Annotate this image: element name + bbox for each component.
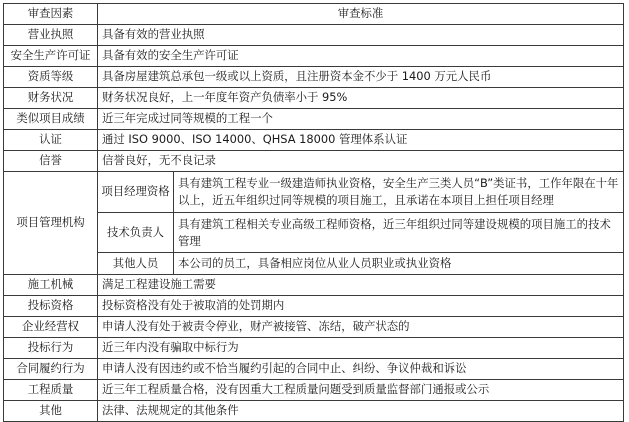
role-cell: 其他人员 [98, 253, 174, 275]
table-header-row [4, 4, 624, 25]
standard-cell: 财务状况良好，上一年度年资产负债率小于 95% [98, 88, 624, 109]
factor-cell: 财务状况 [4, 88, 98, 109]
table-row [4, 275, 624, 296]
role-cell: 技术负责人 [98, 213, 174, 253]
standard-cell: 近三年工程质量合格，没有因重大工程质量问题受到质量监督部门通报或公示 [98, 380, 624, 401]
standard-cell: 通过 ISO 9000、ISO 14000、QHSA 18000 管理体系认证 [98, 130, 624, 151]
table-row [4, 130, 624, 151]
table-row [4, 380, 624, 401]
factor-cell: 企业经营权 [4, 317, 98, 338]
table-row [4, 25, 624, 46]
standard-cell: 近三年内没有骗取中标行为 [98, 338, 624, 359]
factor-cell: 类似项目成绩 [4, 109, 98, 130]
standard-cell: 具备有效的安全生产许可证 [98, 46, 624, 67]
factor-cell: 其他 [4, 401, 98, 422]
factor-cell-project-org: 项目管理机构 [4, 172, 98, 275]
table-row [4, 88, 624, 109]
table-row [4, 46, 624, 67]
factor-cell: 投标行为 [4, 338, 98, 359]
standard-cell: 法律、法规规定的其他条件 [98, 401, 624, 422]
table-row [4, 317, 624, 338]
header-standard: 审查标准 [98, 4, 624, 25]
standard-cell: 具有建筑工程专业一级建造师执业资格，安全生产三类人员“B”类证书，工作年限在十年以上，近五年组织过同等规模的项目施工，且承诺在本项目上担任项目经理 [174, 172, 624, 213]
table-row-project-manager [4, 172, 624, 213]
table-row [4, 338, 624, 359]
standard-cell: 具备有效的营业执照 [98, 25, 624, 46]
standard-cell: 本公司的员工，具备相应岗位从业人员职业或执业资格 [174, 253, 624, 275]
table-row [4, 296, 624, 317]
header-factor: 审查因素 [4, 4, 98, 25]
standard-cell: 申请人没有因违约或不恰当履约引起的合同中止、纠纷、争议仲裁和诉讼 [98, 359, 624, 380]
role-cell: 项目经理资格 [98, 172, 174, 213]
review-criteria-table [3, 3, 624, 422]
table-row [4, 151, 624, 172]
standard-cell: 信誉良好，无不良记录 [98, 151, 624, 172]
table-row [4, 401, 624, 422]
standard-cell: 具有建筑工程相关专业高级工程师资格，近三年组织过同等建设规模的项目施工的技术管理 [174, 213, 624, 253]
table-row [4, 67, 624, 88]
standard-cell: 申请人没有处于被责令停业，财产被接管、冻结，破产状态的 [98, 317, 624, 338]
table-row [4, 109, 624, 130]
factor-cell: 资质等级 [4, 67, 98, 88]
table-row [4, 359, 624, 380]
standard-cell: 近三年完成过同等规模的工程一个 [98, 109, 624, 130]
factor-cell: 信誉 [4, 151, 98, 172]
standard-cell: 具备房屋建筑总承包一级或以上资质，且注册资本金不少于 1400 万元人民币 [98, 67, 624, 88]
factor-cell: 安全生产许可证 [4, 46, 98, 67]
factor-cell: 施工机械 [4, 275, 98, 296]
factor-cell: 合同履约行为 [4, 359, 98, 380]
factor-cell: 投标资格 [4, 296, 98, 317]
factor-cell: 营业执照 [4, 25, 98, 46]
standard-cell: 投标资格没有处于被取消的处罚期内 [98, 296, 624, 317]
standard-cell: 满足工程建设施工需要 [98, 275, 624, 296]
factor-cell: 认证 [4, 130, 98, 151]
factor-cell: 工程质量 [4, 380, 98, 401]
